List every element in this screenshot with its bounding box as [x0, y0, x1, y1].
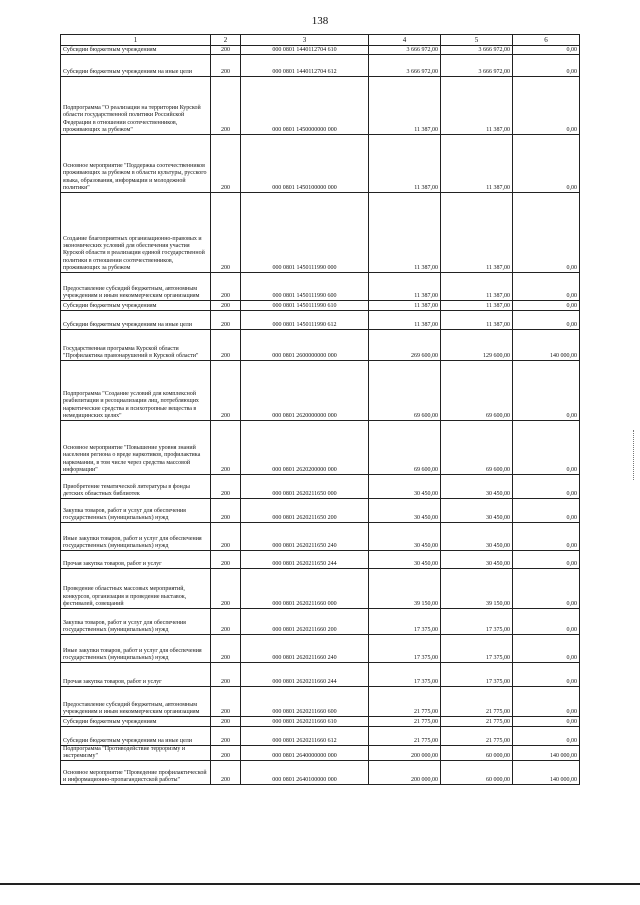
cell-v5: 3 666 972,00: [441, 55, 513, 77]
cell-code: 200: [211, 727, 241, 746]
cell-kbk: 000 0801 1450000000 000: [241, 77, 369, 135]
cell-v5: 21 775,00: [441, 687, 513, 717]
cell-kbk: 000 0801 2620211660 240: [241, 635, 369, 663]
cell-name: Приобретение тематической литературы в фонды детских областных библиотек: [61, 475, 211, 499]
cell-v6: 140 000,00: [513, 330, 580, 361]
table-body: [61, 46, 580, 785]
cell-name: Создание благоприятных организационно-правовых и экономических условий для обеспечения участия Курской области в реализации единой государственной политики в отношении соотечественников, проживающих за рубежом: [61, 193, 211, 273]
cell-v4: 21 775,00: [369, 727, 441, 746]
cell-v6: 0,00: [513, 361, 580, 421]
cell-kbk: 000 0801 1450111990 600: [241, 273, 369, 301]
table-row: [61, 663, 580, 687]
header-col-2: 2: [211, 35, 241, 46]
cell-kbk: 000 0801 2620211660 000: [241, 569, 369, 609]
cell-kbk: 000 0801 2600000000 000: [241, 330, 369, 361]
cell-v6: 0,00: [513, 311, 580, 330]
cell-code: 200: [211, 499, 241, 523]
cell-v5: 39 150,00: [441, 569, 513, 609]
table-row: [61, 55, 580, 77]
cell-name: Основное мероприятие "Поддержка соотечественников проживающих за рубежом в области культуры, русского языка, образования, информации и молодежной политики": [61, 135, 211, 193]
cell-kbk: 000 0801 2620211650 000: [241, 475, 369, 499]
cell-name: Основное мероприятие "Повышение уровня знаний населения региона о вреде наркотиков, профилактика наркомании, в том числе через средства массовой информации": [61, 421, 211, 475]
cell-name: Иные закупки товаров, работ и услуг для обеспечения государственных (муниципальных) нужд: [61, 635, 211, 663]
cell-code: 200: [211, 273, 241, 301]
cell-name: Подпрограмма "Противодействие терроризму и экстремизму": [61, 746, 211, 761]
cell-code: 200: [211, 475, 241, 499]
cell-code: 200: [211, 77, 241, 135]
cell-kbk: 000 0801 1440112704 610: [241, 46, 369, 55]
table-row: [61, 761, 580, 785]
cell-v6: 0,00: [513, 551, 580, 569]
cell-name: Субсидии бюджетным учреждениям на иные цели: [61, 55, 211, 77]
cell-v6: 0,00: [513, 421, 580, 475]
cell-v6: 0,00: [513, 193, 580, 273]
scan-edge-marks: [633, 430, 637, 480]
cell-v5: 21 775,00: [441, 727, 513, 746]
cell-name: Предоставление субсидий бюджетным, автономным учреждениям и иным некоммерческим организациям: [61, 687, 211, 717]
cell-kbk: 000 0801 1450111990 000: [241, 193, 369, 273]
cell-v4: 11 387,00: [369, 311, 441, 330]
cell-v4: 30 450,00: [369, 551, 441, 569]
cell-name: Государственная программа Курской области "Профилактика правонарушений в Курской области": [61, 330, 211, 361]
table-row: [61, 746, 580, 761]
cell-code: 200: [211, 46, 241, 55]
cell-v6: 0,00: [513, 46, 580, 55]
cell-name: Подпрограмма "Создание условий для комплексной реабилитации и ресоциализации лиц, потребляющих наркотические средства и психотропные вещества в немедицинских целях": [61, 361, 211, 421]
cell-name: Предоставление субсидий бюджетным, автономным учреждениям и иным некоммерческим организациям: [61, 273, 211, 301]
table-row: [61, 499, 580, 523]
table-row: [61, 687, 580, 717]
cell-name: Закупка товаров, работ и услуг для обеспечения государственных (муниципальных) нужд: [61, 609, 211, 635]
cell-name: Субсидии бюджетным учреждениям: [61, 301, 211, 311]
cell-kbk: 000 0801 2620211660 244: [241, 663, 369, 687]
cell-name: Основное мероприятие "Проведение профилактической и информационно-пропагандистской работы": [61, 761, 211, 785]
table-row: [61, 475, 580, 499]
table-row: [61, 135, 580, 193]
table-row: [61, 361, 580, 421]
cell-code: 200: [211, 311, 241, 330]
cell-code: 200: [211, 551, 241, 569]
table-row: [61, 311, 580, 330]
table-row: [61, 523, 580, 551]
cell-v6: 0,00: [513, 687, 580, 717]
cell-v4: 17 375,00: [369, 609, 441, 635]
cell-code: 200: [211, 746, 241, 761]
cell-v6: 0,00: [513, 499, 580, 523]
table-row: [61, 421, 580, 475]
cell-v4: 69 600,00: [369, 361, 441, 421]
cell-v5: 11 387,00: [441, 77, 513, 135]
header-col-6: 6: [513, 35, 580, 46]
table-row: [61, 609, 580, 635]
cell-v6: 140 000,00: [513, 746, 580, 761]
cell-name: Иные закупки товаров, работ и услуг для обеспечения государственных (муниципальных) нужд: [61, 523, 211, 551]
cell-v5: 129 600,00: [441, 330, 513, 361]
bottom-rule: [0, 883, 640, 885]
cell-v6: 0,00: [513, 663, 580, 687]
cell-v5: 17 375,00: [441, 663, 513, 687]
cell-v4: 200 000,00: [369, 746, 441, 761]
header-col-5: 5: [441, 35, 513, 46]
cell-kbk: 000 0801 2620211660 200: [241, 609, 369, 635]
cell-v4: 11 387,00: [369, 193, 441, 273]
cell-v6: 0,00: [513, 301, 580, 311]
cell-v4: 39 150,00: [369, 569, 441, 609]
cell-v5: 30 450,00: [441, 499, 513, 523]
cell-v5: 17 375,00: [441, 635, 513, 663]
cell-v5: 60 000,00: [441, 746, 513, 761]
table-row: [61, 727, 580, 746]
cell-kbk: 000 0801 2620211650 244: [241, 551, 369, 569]
header-col-4: 4: [369, 35, 441, 46]
cell-v4: 3 666 972,00: [369, 46, 441, 55]
cell-v4: 69 600,00: [369, 421, 441, 475]
cell-v4: 11 387,00: [369, 301, 441, 311]
cell-v5: 11 387,00: [441, 311, 513, 330]
cell-v6: 0,00: [513, 717, 580, 727]
cell-v6: 0,00: [513, 475, 580, 499]
cell-v4: 21 775,00: [369, 717, 441, 727]
table-row: [61, 273, 580, 301]
header-col-3: 3: [241, 35, 369, 46]
table-row: [61, 193, 580, 273]
cell-kbk: 000 0801 2640000000 000: [241, 746, 369, 761]
cell-kbk: 000 0801 2620211660 600: [241, 687, 369, 717]
cell-name: Субсидии бюджетным учреждениям: [61, 46, 211, 55]
cell-name: Прочая закупка товаров, работ и услуг: [61, 663, 211, 687]
cell-kbk: 000 0801 1450100000 000: [241, 135, 369, 193]
cell-v6: 0,00: [513, 55, 580, 77]
cell-v5: 11 387,00: [441, 193, 513, 273]
cell-kbk: 000 0801 2620211660 612: [241, 727, 369, 746]
cell-code: 200: [211, 609, 241, 635]
cell-code: 200: [211, 361, 241, 421]
cell-v5: 30 450,00: [441, 523, 513, 551]
cell-v5: 3 666 972,00: [441, 46, 513, 55]
cell-name: Закупка товаров, работ и услуг для обеспечения государственных (муниципальных) нужд: [61, 499, 211, 523]
cell-v5: 69 600,00: [441, 361, 513, 421]
cell-code: 200: [211, 421, 241, 475]
cell-kbk: 000 0801 1450111990 610: [241, 301, 369, 311]
cell-code: 200: [211, 569, 241, 609]
cell-kbk: 000 0801 2620211650 200: [241, 499, 369, 523]
cell-v4: 200 000,00: [369, 761, 441, 785]
cell-kbk: 000 0801 2620000000 000: [241, 361, 369, 421]
cell-v6: 140 000,00: [513, 761, 580, 785]
cell-v4: 11 387,00: [369, 135, 441, 193]
cell-kbk: 000 0801 2620211650 240: [241, 523, 369, 551]
cell-kbk: 000 0801 2620211660 610: [241, 717, 369, 727]
cell-kbk: 000 0801 1450111990 612: [241, 311, 369, 330]
table-row: [61, 569, 580, 609]
cell-code: 200: [211, 330, 241, 361]
table-row: [61, 551, 580, 569]
cell-kbk: 000 0801 2640100000 000: [241, 761, 369, 785]
cell-code: 200: [211, 301, 241, 311]
page-number: 138: [311, 15, 329, 27]
cell-name: Субсидии бюджетным учреждениям: [61, 717, 211, 727]
cell-v5: 30 450,00: [441, 475, 513, 499]
table-row: [61, 635, 580, 663]
cell-name: Подпрограмма "О реализации на территории Курской области государственной политики Российской Федерации в отношении соотечественников, проживающих за рубежом": [61, 77, 211, 135]
table-row: [61, 46, 580, 55]
cell-v6: 0,00: [513, 569, 580, 609]
cell-v5: 17 375,00: [441, 609, 513, 635]
cell-code: 200: [211, 55, 241, 77]
cell-v6: 0,00: [513, 77, 580, 135]
cell-name: Субсидии бюджетным учреждениям на иные цели: [61, 311, 211, 330]
cell-v4: 21 775,00: [369, 687, 441, 717]
cell-code: 200: [211, 761, 241, 785]
cell-v5: 21 775,00: [441, 717, 513, 727]
cell-v6: 0,00: [513, 609, 580, 635]
cell-code: 200: [211, 687, 241, 717]
cell-v5: 30 450,00: [441, 551, 513, 569]
cell-code: 200: [211, 135, 241, 193]
cell-code: 200: [211, 193, 241, 273]
cell-v4: 17 375,00: [369, 663, 441, 687]
cell-code: 200: [211, 523, 241, 551]
cell-v6: 0,00: [513, 135, 580, 193]
budget-table: [60, 34, 580, 785]
cell-v5: 60 000,00: [441, 761, 513, 785]
table-row: [61, 301, 580, 311]
cell-v4: 30 450,00: [369, 523, 441, 551]
header-row: [61, 35, 580, 46]
cell-v5: 11 387,00: [441, 273, 513, 301]
cell-v4: 3 666 972,00: [369, 55, 441, 77]
cell-v4: 11 387,00: [369, 77, 441, 135]
cell-name: Прочая закупка товаров, работ и услуг: [61, 551, 211, 569]
cell-v6: 0,00: [513, 635, 580, 663]
cell-v4: 17 375,00: [369, 635, 441, 663]
cell-code: 200: [211, 663, 241, 687]
header-col-1: 1: [61, 35, 211, 46]
cell-v4: 30 450,00: [369, 475, 441, 499]
cell-code: 200: [211, 717, 241, 727]
cell-v6: 0,00: [513, 273, 580, 301]
cell-code: 200: [211, 635, 241, 663]
cell-v5: 11 387,00: [441, 135, 513, 193]
cell-name: Проведение областных массовых мероприятий, конкурсов, организация и проведение выставок, фестивалей, совещаний: [61, 569, 211, 609]
table-row: [61, 717, 580, 727]
cell-v5: 69 600,00: [441, 421, 513, 475]
cell-kbk: 000 0801 1440112704 612: [241, 55, 369, 77]
table-row: [61, 330, 580, 361]
table-row: [61, 77, 580, 135]
cell-v4: 269 600,00: [369, 330, 441, 361]
cell-v4: 11 387,00: [369, 273, 441, 301]
cell-v6: 0,00: [513, 523, 580, 551]
cell-v5: 11 387,00: [441, 301, 513, 311]
cell-v6: 0,00: [513, 727, 580, 746]
cell-name: Субсидии бюджетным учреждениям на иные цели: [61, 727, 211, 746]
cell-kbk: 000 0801 2620200000 000: [241, 421, 369, 475]
cell-v4: 30 450,00: [369, 499, 441, 523]
